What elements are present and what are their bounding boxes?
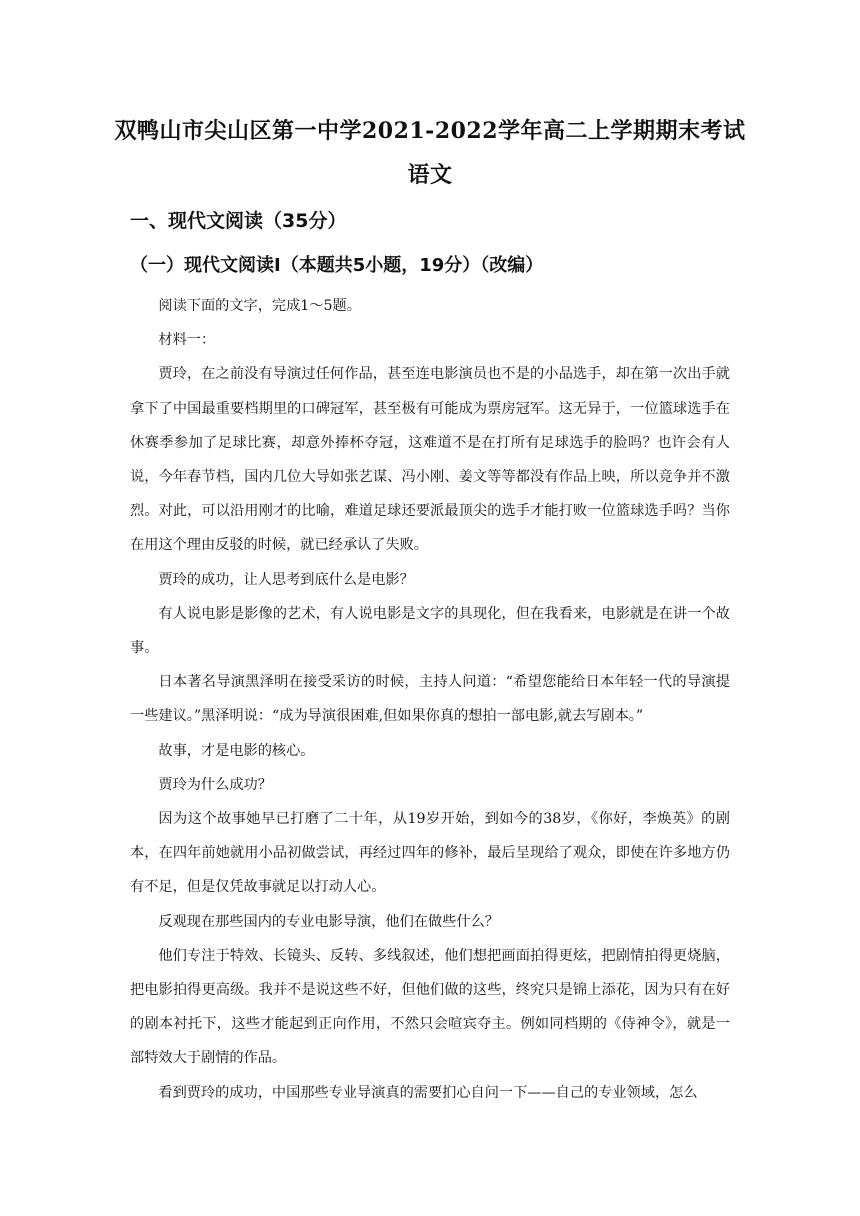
passage-paragraph: 贾玲的成功，让人思考到底什么是电影？: [158, 571, 414, 588]
document-title: 双鸭山市尖山区第一中学2021-2022学年高二上学期期末考试: [114, 118, 746, 144]
subsection-heading: （一）现代文阅读Ⅰ（本题共5小题，19分）（改编）: [130, 255, 544, 276]
passage-paragraph: 他们专注于特效、长镜头、反转、多线叙述，他们想把画面拍得更炫，把剧情拍得更烧脑，把电影拍得更高级。我并不是说这些不好，但他们做的这些，终究只是锦上添花，因为只有在好的剧本衬托下，这些才能起到正向作用，不然只会喧宾夺主。例如同档期的《侍神令》，就是一部特效大于剧情的作品。: [130, 947, 730, 1067]
passage-paragraph: 贾玲，在之前没有导演过任何作品，甚至连电影演员也不是的小品选手，却在第一次出手就拿下了中国最重要档期里的口碑冠军，甚至极有可能成为票房冠军。这无异于，一位篮球选手在休赛季参加了足球比赛，却意外捧杯夺冠，这难道不是在打所有足球选手的脸吗？也许会有人说，今年春节档，国内几位大导如张艺谋、冯小刚、姜文等等都没有作品上映，所以竞争并不激烈。对此，可以沿用刚才的比喻，难道足球还要派最顶尖的选手才能打败一位篮球选手吗？当你在用这个理由反驳的时候，就已经承认了失败。: [130, 366, 730, 554]
reading-passage: [130, 289, 730, 1110]
instruction-paragraph: 阅读下面的文字，完成1～5题。: [158, 298, 361, 314]
material-label: 材料一：: [158, 332, 216, 349]
passage-paragraph: 故事，才是电影的核心。: [158, 742, 315, 759]
subject-title: 语文: [407, 162, 453, 188]
passage-paragraph: 贾玲为什么成功？: [158, 776, 272, 793]
section-heading: 一、现代文阅读（35分）: [130, 210, 347, 232]
passage-paragraph: 看到贾玲的成功，中国那些专业导演真的需要扪心自问一下——自己的专业领域，怎么: [158, 1084, 698, 1101]
passage-paragraph: 反观现在那些国内的专业电影导演，他们在做些什么？: [158, 913, 499, 930]
passage-paragraph: 因为这个故事她早已打磨了二十年，从19岁开始，到如今的38岁，《你好，李焕英》的剧本，在四年前她就用小品初做尝试，再经过四年的修补，最后呈现给了观众，即使在许多地方仍有不足，但是仅凭故事就足以打动人心。: [130, 811, 730, 896]
passage-paragraph: 日本著名导演黑泽明在接受采访的时候，主持人问道：“希望您能给日本年轻一代的导演提一些建议。”黑泽明说：“成为导演很困难,但如果你真的想拍一部电影,就去写剧本。”: [130, 674, 730, 725]
passage-paragraph: 有人说电影是影像的艺术，有人说电影是文字的具现化，但在我看来，电影就是在讲一个故事。: [130, 605, 730, 657]
